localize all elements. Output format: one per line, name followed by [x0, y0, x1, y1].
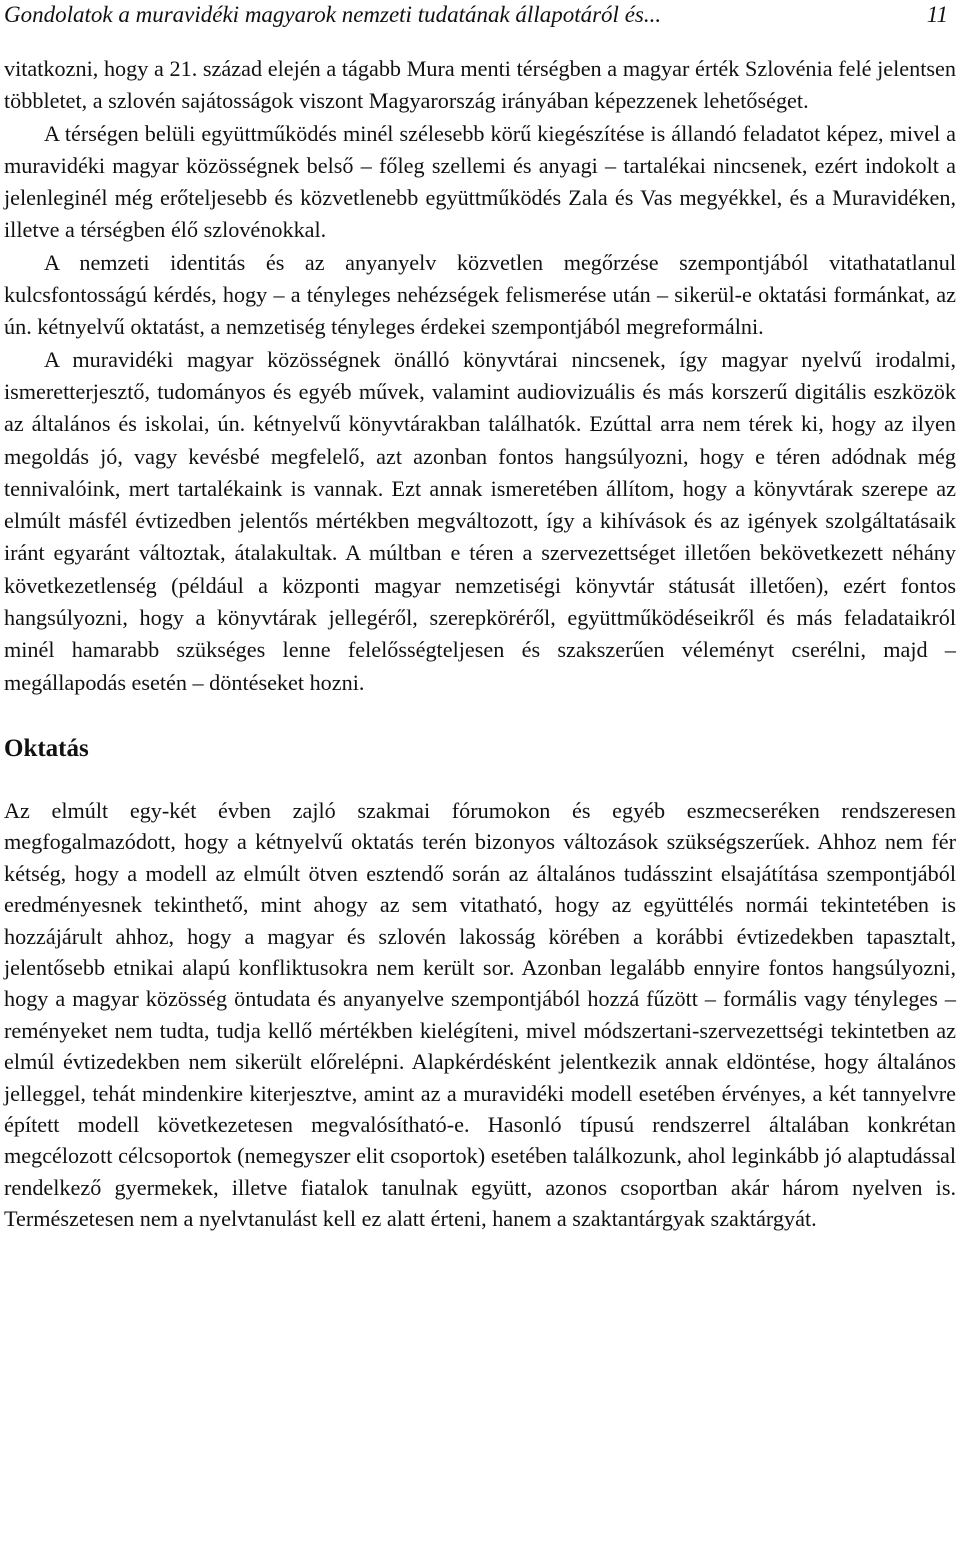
paragraph-continued: vitatkozni, hogy a 21. század elején a tágabb Mura menti térségben a magyar érték Szlovénia felé jelentsen többletet, a szlovén sajátosságok viszont Magyarország irányában képezzenek lehetőséget.: [4, 56, 956, 114]
running-title: Gondolatok a muravidéki magyarok nemzeti tudatának állapotáról és...: [4, 2, 662, 27]
paragraph-identity: A nemzeti identitás és az anyanyelv közvetlen megőrzése szempontjából vitathatatlanul kulcsfontosságú kérdés, hogy – a tényleges nehézségek felismerése után – sikerül-e oktatási formánkat, az ún. kétnyelvű oktatást, a nemzetiség tényleges érdekei szempontjából megreformálni.: [4, 249, 956, 340]
paragraph-libraries: A muravidéki magyar közösségnek önálló könyvtárai nincsenek, így magyar nyelvű irodalmi, ismeretterjesztő, tudományos és egyéb művek, valamint audiovizuális és más korszerű digitális eszközök az általános és iskolai, ún. kétnyelvű könyvtárakban találhatók. Ezúttal arra nem térek ki, hogy az ilyen megoldás jó, vagy kevésbé megfelelő, azt azonban fontos hangsúlyozni, hogy e téren adódnak még tennivalóink, mert tartalékaink is vannak. Ezt annak ismeretében állítom, hogy a könyvtárak szerepe az elmúlt másfél évtizedben jelentős mértékben megváltozott, így a kihívások és az igények szolgáltatásaik iránt egyaránt változtak, átalakultak. A múltban e téren a szervezettséget illetően bekövetkezett néhány következetlenség (például a központi magyar nemzetiségi könyvtár státusát illetően), ezért fontos hangsúlyozni, hogy a könyvtárak jellegéről, szerepköréről, együttműködéseikről és más feladataikról minél hamarabb szükséges lenne felelősségteljesen és szakszerűen véleményt cserélni, majd – megállapodás esetén – döntéseket hozni.: [4, 346, 956, 695]
paragraph-education: Az elmúlt egy-két évben zajló szakmai fórumokon és egyéb eszmecseréken rendszeresen megfogalmazódott, hogy a kétnyelvű oktatás terén bizonyos változások szükségszerűek. Ahhoz nem fér kétség, hogy a modell az elmúlt ötven esztendő során az általános tudásszint elsajátítása szempontjából eredményesnek tekinthető, mint ahogy az sem vitatható, hogy az együttélés normái tekintetében is hozzájárult ahhoz, hogy a magyar és szlovén lakosság körében a korábbi évtizedekben tapasztalt, jelentősebb etnikai alapú konfliktusokra nem került sor. Azonban legalább ennyire fontos hangsúlyozni, hogy a magyar közösség öntudata és anyanyelve szempontjából hozzá fűzött – formális vagy tényleges – reményeket nem tudta, tudja kellő mértékben kielégíteni, mivel módszertani-szervezettségi tekintetben az elmúl évtizedekben nem sikerült előrelépni. Alapkérdésként jelentkezik annak eldöntése, hogy általános jelleggel, tehát mindenkire kiterjesztve, amint az a muravidéki modell esetében érvényes, a két tannyelvre épített modell következetesen megvalósítható-e. Hasonló típusú rendszerrel általában konkrétan megcélozott célcsoportok (nemegyszer elit csoportok) esetében találkozunk, ahol leginkább jó alaptudással rendelkező gyermekek, illetve fiatalok tanulnak együtt, azonos csoportban akár három nyelven is. Természetesen nem a nyelvtanulást kell ez alatt érteni, hanem a szaktantárgyak szaktárgyát.: [4, 797, 956, 1232]
paragraph-cooperation: A térségen belüli együttműködés minél szélesebb körű kiegészítése is állandó feladatot képez, mivel a muravidéki magyar közösségnek belső – főleg szellemi és anyagi – tartalékai nincsenek, ezért indokolt a jelenleginél még erőteljesebb és közvetlenebb együttműködés Zala és Vas megyékkel, és a Muravidéken, illetve a térségben élő szlovénokkal.: [4, 120, 956, 243]
section-heading: Oktatás: [4, 734, 89, 762]
running-header: [4, 0, 956, 30]
section-text: [4, 795, 956, 1235]
page-number: 11: [926, 2, 948, 27]
body-text: [4, 53, 956, 699]
document-page: [4, 0, 956, 1235]
